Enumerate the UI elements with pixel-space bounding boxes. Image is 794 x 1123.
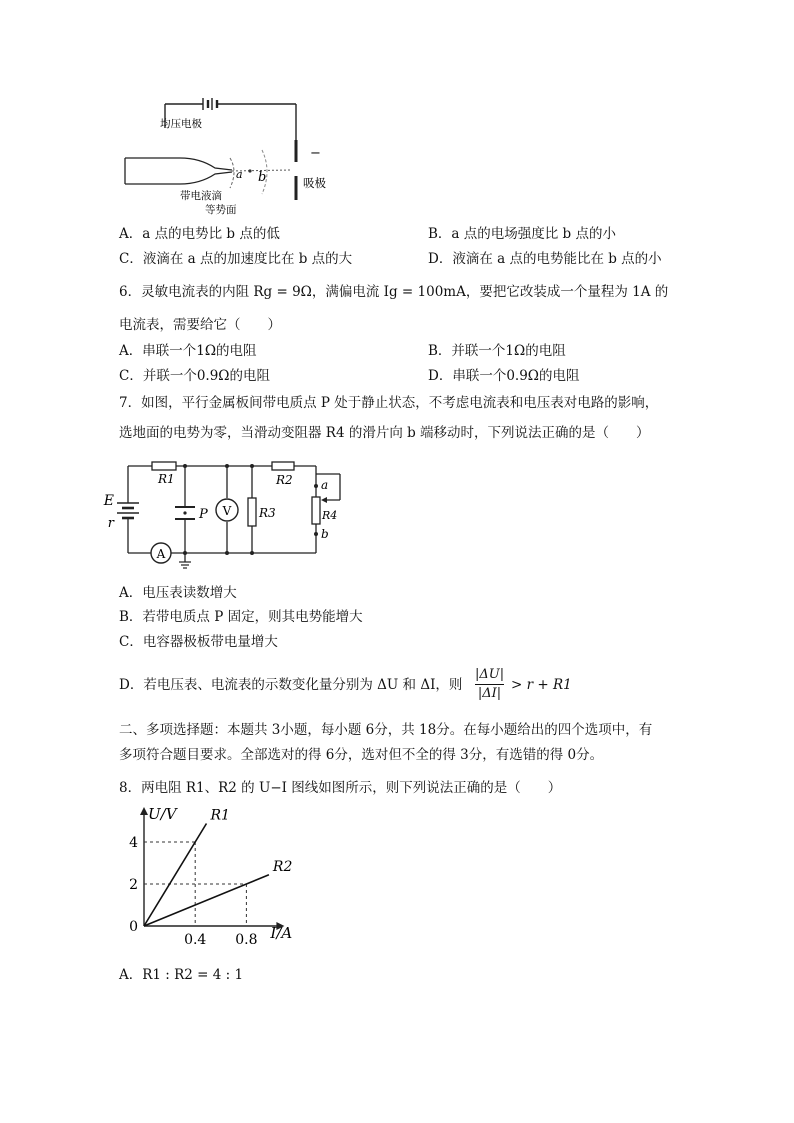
terminal-b-label: b xyxy=(321,527,329,541)
ammeter-label: A xyxy=(156,547,166,561)
q6-option-d[interactable]: D．串联一个0.9Ω的电阻 xyxy=(428,368,580,384)
q7-fraction-denominator: |ΔI| xyxy=(477,686,502,701)
q7-option-a[interactable]: A．电压表读数增大 xyxy=(119,585,237,601)
y-tick-label: 2 xyxy=(129,877,138,893)
point-a-label: a xyxy=(236,168,243,181)
x-tick-label: 0.4 xyxy=(184,932,207,948)
y-tick-label: 0 xyxy=(129,919,138,935)
q5-option-b[interactable]: B．a 点的电场强度比 b 点的小 xyxy=(428,226,616,242)
r3-label: R3 xyxy=(259,506,276,520)
focus-electrode-label: 均压电极 xyxy=(160,118,202,130)
series-label-r1: R1 xyxy=(210,807,230,824)
r4-label: R4 xyxy=(322,509,338,522)
minus-sign: − xyxy=(310,146,321,161)
particle-p-label: P xyxy=(199,507,208,522)
q7-option-d-prefix: D．若电压表、电流表的示数变化量分别为 ΔU 和 ΔI，则 xyxy=(119,677,463,693)
q7-stem-line2: 选地面的电势为零，当滑动变阻器 R4 的滑片向 b 端移动时，下列说法正确的是（ ） xyxy=(119,425,650,441)
emf-label: E xyxy=(103,493,114,509)
q7-stem-line1: 7．如图，平行金属板间带电质点 P 处于静止状态，不考虑电流表和电压表对电路的影响， xyxy=(119,395,659,411)
q6-stem-line1: 6．灵敏电流表的内阻 Rg = 9Ω，满偏电流 Ig = 100mA，要把它改装成一个量程为 1A 的 xyxy=(119,284,669,300)
q5-option-c[interactable]: C．液滴在 a 点的加速度比在 b 点的大 xyxy=(119,251,353,267)
equipotential-label: 等势面 xyxy=(205,204,237,216)
series-label-r2: R2 xyxy=(272,858,293,875)
q8-option-a[interactable]: A．R1 : R2 = 4 : 1 xyxy=(119,967,244,983)
r1-label: R1 xyxy=(158,472,175,486)
r2-label: R2 xyxy=(276,473,293,487)
q7-option-c[interactable]: C．电容器极板带电量增大 xyxy=(119,634,278,650)
collector-label: 吸极 xyxy=(303,176,326,190)
voltmeter-label: V xyxy=(222,504,232,518)
x-tick-label: 0.8 xyxy=(235,932,258,948)
q7-option-b[interactable]: B．若带电质点 P 固定，则其电势能增大 xyxy=(119,609,363,625)
q8-stem: 8．两电阻 R1、R2 的 U−I 图线如图所示，则下列说法正确的是（ ） xyxy=(119,780,562,796)
series-line-r1 xyxy=(144,824,206,926)
q6-stem-line2: 电流表，需要给它（ ） xyxy=(119,317,281,333)
q6-option-a[interactable]: A．串联一个1Ω的电阻 xyxy=(119,343,257,359)
terminal-a-label: a xyxy=(321,478,329,492)
q5-option-a[interactable]: A．a 点的电势比 b 点的低 xyxy=(119,226,280,242)
q6-option-b[interactable]: B．并联一个1Ω的电阻 xyxy=(428,343,566,359)
series-line-r2 xyxy=(144,875,269,926)
q7-option-d-suffix: > r + R1 xyxy=(511,677,572,693)
section2-line1: 二、多项选择题：本题共 3小题，每小题 6分，共 18分。在每小题给出的四个选项中，有 xyxy=(119,722,653,738)
y-tick-label: 4 xyxy=(129,835,138,851)
x-axis-label: I/A xyxy=(270,924,293,942)
q5-option-d[interactable]: D．液滴在 a 点的电势能比在 b 点的小 xyxy=(428,251,662,267)
charged-droplet-label: 带电液滴 xyxy=(180,190,222,202)
y-axis-arrow-icon xyxy=(140,807,148,815)
q6-option-c[interactable]: C．并联一个0.9Ω的电阻 xyxy=(119,368,270,384)
y-axis-label: U/V xyxy=(148,805,177,823)
section2-line2: 多项符合题目要求。全部选对的得 6分，选对但不全的得 3分，有选错的得 0分。 xyxy=(119,747,604,763)
point-b-label: b xyxy=(258,170,267,185)
q7-fraction-numerator: |ΔU| xyxy=(475,667,505,682)
internal-r-label: r xyxy=(107,516,114,531)
